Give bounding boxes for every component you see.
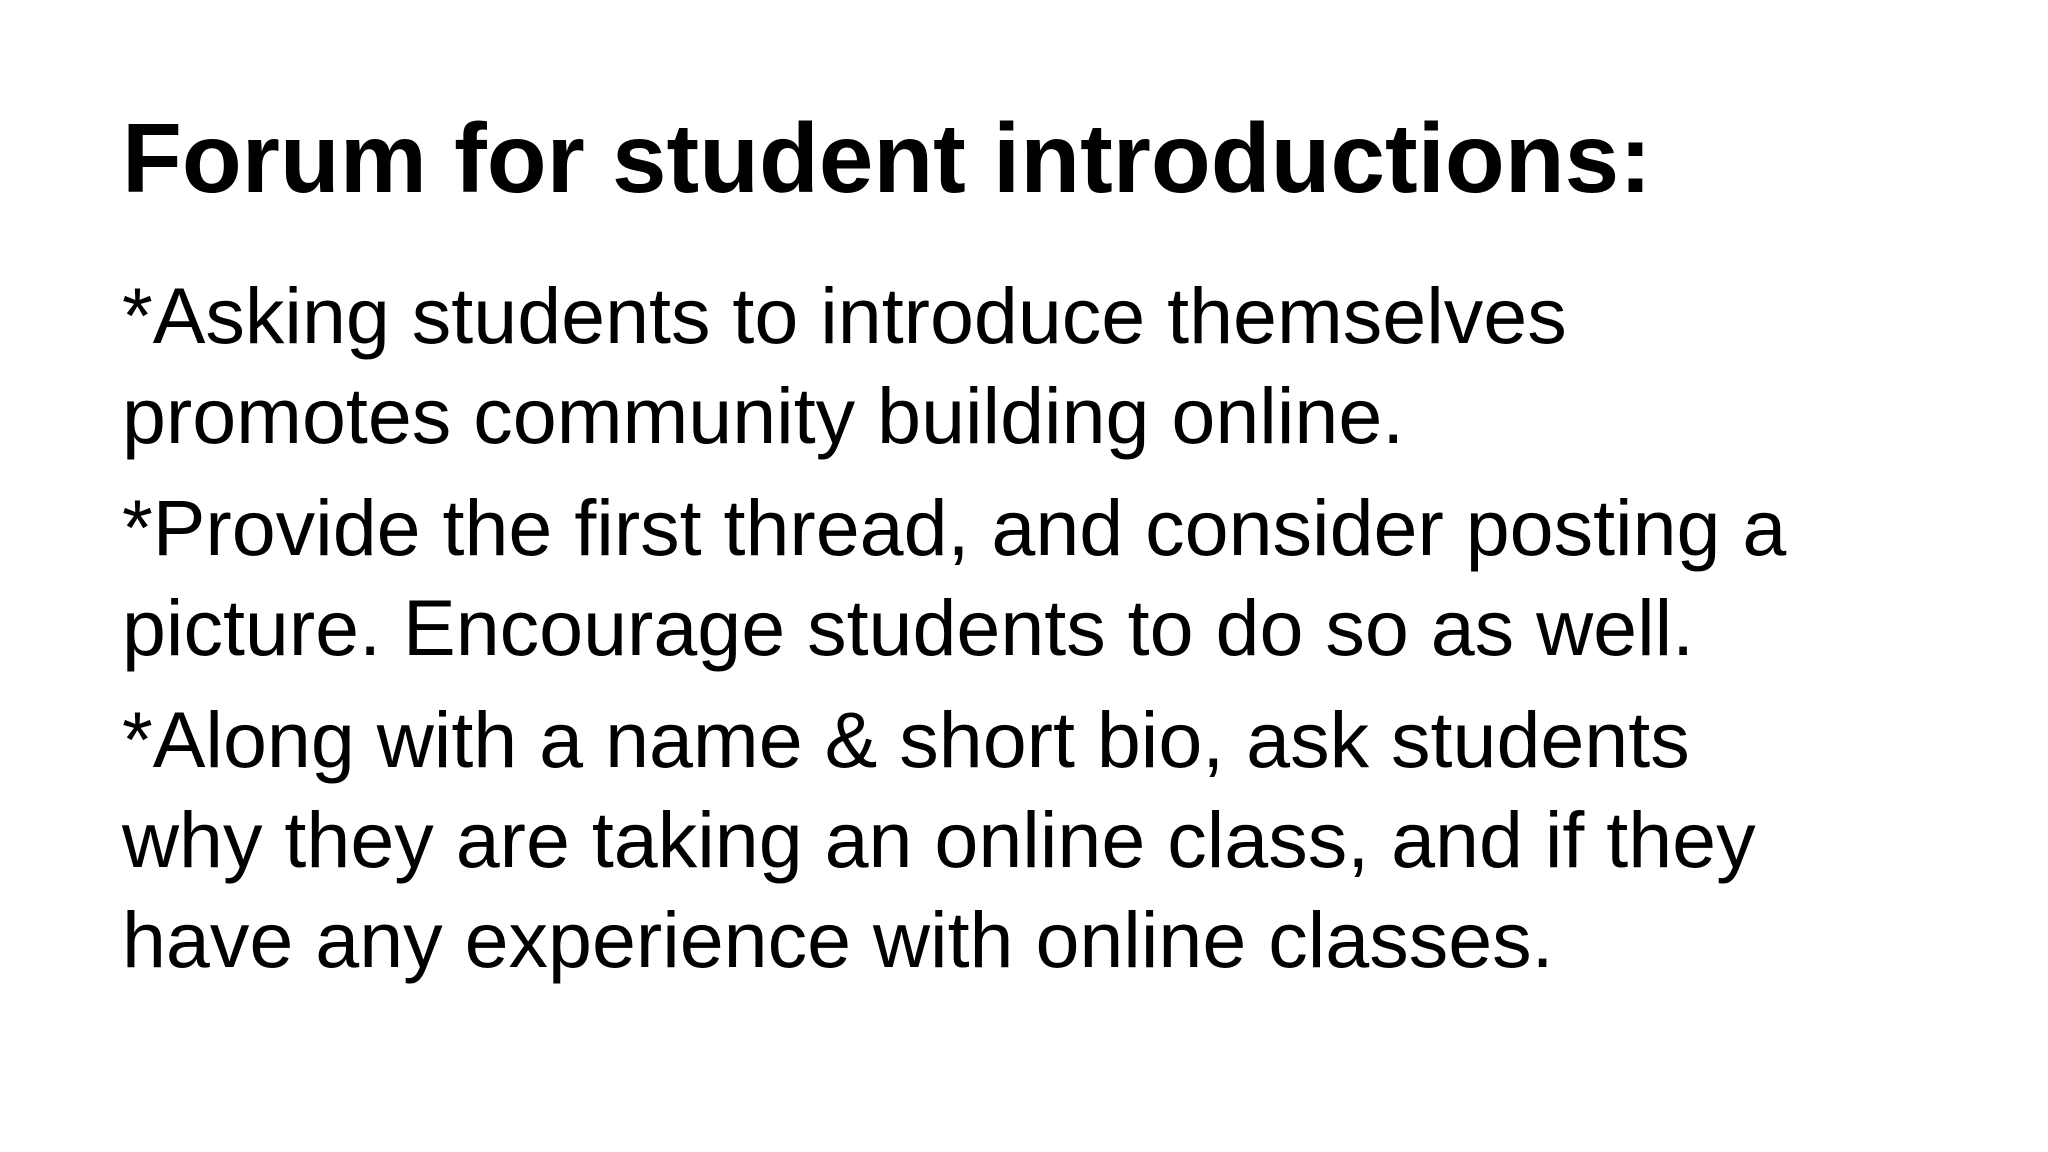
bullet-line: *Asking students to introduce themselves xyxy=(122,271,1567,360)
bullet-item-first-thread xyxy=(122,478,2002,678)
bullet-item-name-and-bio xyxy=(122,690,2002,990)
bullet-line: why they are taking an online class, and if they xyxy=(122,795,1756,884)
bullet-item-introductions xyxy=(122,266,2002,466)
bullet-line: picture. Encourage students to do so as well. xyxy=(122,583,1695,672)
bullet-line: have any experience with online classes. xyxy=(122,895,1554,984)
slide-title: Forum for student introductions: xyxy=(122,103,1652,213)
bullet-line: promotes community building online. xyxy=(122,371,1405,460)
bullet-line: *Provide the first thread, and consider posting a xyxy=(122,483,1787,572)
bullet-list xyxy=(122,266,2002,1002)
bullet-line: *Along with a name & short bio, ask students xyxy=(122,695,1690,784)
